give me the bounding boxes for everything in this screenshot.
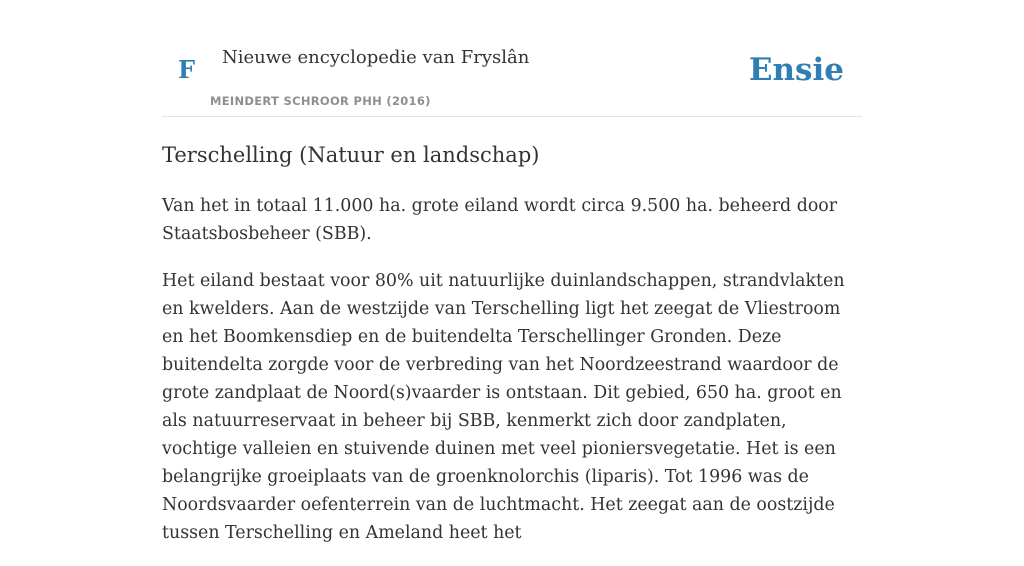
article-body (162, 192, 862, 566)
book-author: MEINDERT SCHROOR PHH (2016) (210, 94, 431, 108)
article-title: Terschelling (Natuur en landschap) (162, 143, 540, 167)
ensie-brand-logo[interactable]: Ensie (748, 52, 844, 88)
article-paragraph: Het eiland bestaat voor 80% uit natuurlijke duinlandschappen, strandvlakten en kwelders. Aan de westzijde van Terschelling ligt het zeegat de Vliestroom en het Boomkensdiep en de buitendelta Terschellinger Gronden. Deze buitendelta zorgde voor de verbreding van het Noordzeestrand waardoor de grote zandplaat de Noord(s)vaarder is ontstaan. Dit gebied, 650 ha. groot en als natuurreservaat in beheer bij SBB, kenmerkt zich door zandplaten, vochtige valleien en stuivende duinen met veel pioniersvegetatie. Het is een belangrijke groeiplaats van de groenknolorchis (liparis). Tot 1996 was de Noordsvaarder oefenterrein van de luchtmacht. Het zeegat aan de oostzijde tussen Terschelling en Ameland heet het (162, 271, 845, 543)
book-title-link[interactable]: Nieuwe encyclopedie van Fryslân (222, 47, 530, 68)
article-paragraph: Van het in totaal 11.000 ha. grote eiland wordt circa 9.500 ha. beheerd door Staatsbosbeheer (SBB). (162, 196, 838, 244)
book-logo-icon[interactable]: F (178, 55, 196, 84)
book-header (162, 0, 862, 117)
